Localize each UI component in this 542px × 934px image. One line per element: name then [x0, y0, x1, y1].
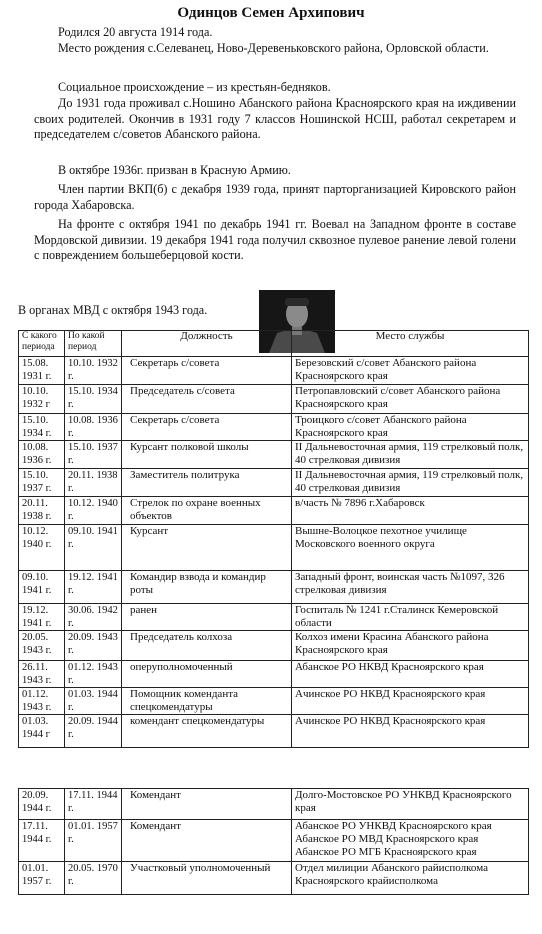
birthplace-paragraph: Место рождения с.Селеванец, Ново-Деревеньковского района, Орловской области.	[58, 41, 489, 55]
cell-from-date: 15.08. 1931 г.	[19, 357, 65, 385]
cell-position: Курсант	[122, 525, 292, 571]
cell-to-date: 01.12. 1943 г.	[65, 661, 122, 688]
cell-to-date: 15.10. 1937 г.	[65, 441, 122, 469]
cell-position: Помощник коменданта спецкомендатуры	[122, 688, 292, 715]
cell-from-date: 10.10. 1932 г	[19, 385, 65, 414]
cell-place: Петропавловский с/совет Абанского района Красноярского края	[292, 385, 529, 414]
front-service-paragraph: На фронте с октября 1941 по декабрь 1941 гг. Воевал на Западном фронте в составе Мордовской дивизии. 19 декабря 1941 года получил сквозное пулевое ранение левой голени с повреждением большеберцовой кости.	[34, 217, 516, 262]
cell-place: Колхоз имени Красина Абанского района Красноярского края	[292, 631, 529, 661]
cell-place: II Дальневосточная армия, 119 стрелковый полк, 40 стрелковая дивизия	[292, 441, 529, 469]
cell-from-date: 10.08. 1936 г.	[19, 441, 65, 469]
cell-place: Долго-Мостовское РО УНКВД Красноярского края	[292, 789, 529, 820]
cell-place: Березовский с/совет Абанского района Красноярского края	[292, 357, 529, 385]
cell-from-date: 15.10. 1937 г.	[19, 469, 65, 497]
cell-to-date: 01.03. 1944 г.	[65, 688, 122, 715]
cell-to-date: 09.10. 1941 г.	[65, 525, 122, 571]
cell-from-date: 01.03. 1944 г	[19, 715, 65, 748]
cell-position: оперуполномоченный	[122, 661, 292, 688]
cell-place: Госпиталь № 1241 г.Сталинск Кемеровской области	[292, 604, 529, 631]
header-place-of-service: Место службы	[292, 331, 529, 357]
cell-position: Командир взвода и командир роты	[122, 571, 292, 604]
cell-from-date: 01.12. 1943 г.	[19, 688, 65, 715]
cell-place: Западный фронт, воинская часть №1097, 326 стрелковая дивизия	[292, 571, 529, 604]
cell-to-date: 30.06. 1942 г.	[65, 604, 122, 631]
table-row	[19, 525, 529, 571]
party-membership-paragraph: Член партии ВКП(б) с декабря 1939 года, принят парторганизацией Кировского район города Хабаровска.	[34, 182, 516, 212]
cell-position: Участковый уполномоченный	[122, 862, 292, 895]
cell-position: комендант спецкомендатуры	[122, 715, 292, 748]
cell-position: Секретарь с/совета	[122, 357, 292, 385]
cell-from-date: 01.01. 1957 г.	[19, 862, 65, 895]
cell-to-date: 15.10. 1934 г.	[65, 385, 122, 414]
cell-place: Отдел милиции Абанского райисполкома Красноярского крайисполкома	[292, 862, 529, 895]
table-row	[19, 820, 529, 862]
cell-to-date: 01.01. 1957 г.	[65, 820, 122, 862]
service-record-table-continued	[18, 788, 529, 895]
cell-from-date: 17.11. 1944 г.	[19, 820, 65, 862]
cell-to-date: 10.08. 1936 г.	[65, 414, 122, 441]
cell-to-date: 10.10. 1932 г.	[65, 357, 122, 385]
birth-date-paragraph: Родился 20 августа 1914 года.	[58, 25, 213, 39]
table-row	[19, 571, 529, 604]
table-row	[19, 661, 529, 688]
cell-to-date: 19.12. 1941 г.	[65, 571, 122, 604]
cell-to-date: 20.09. 1944 г.	[65, 715, 122, 748]
cell-position: Секретарь с/совета	[122, 414, 292, 441]
table-row	[19, 604, 529, 631]
mvd-service-heading: В органах МВД с октября 1943 года.	[18, 303, 208, 317]
cell-position: Стрелок по охране военных объектов	[122, 497, 292, 525]
social-origin-paragraph: Социальное происхождение – из крестьян-бедняков.	[58, 80, 331, 94]
service-record-table	[18, 330, 529, 748]
army-conscription-paragraph: В октябре 1936г. призван в Красную Армию.	[58, 163, 291, 177]
table-row	[19, 497, 529, 525]
person-name-title: Одинцов Семен Архипович	[177, 5, 365, 21]
table-row	[19, 441, 529, 469]
cell-position: Комендант	[122, 820, 292, 862]
table-row	[19, 688, 529, 715]
cell-position: Председатель колхоза	[122, 631, 292, 661]
cell-to-date: 20.09. 1943 г.	[65, 631, 122, 661]
cell-place: в/часть № 7896 г.Хабаровск	[292, 497, 529, 525]
cell-from-date: 26.11. 1943 г.	[19, 661, 65, 688]
cell-position: Курсант полковой школы	[122, 441, 292, 469]
table-row	[19, 631, 529, 661]
table-row	[19, 385, 529, 414]
cell-position: Заместитель политрука	[122, 469, 292, 497]
cell-from-date: 09.10. 1941 г.	[19, 571, 65, 604]
cell-place: Ачинское РО НКВД Красноярского края	[292, 688, 529, 715]
cell-to-date: 20.11. 1938 г.	[65, 469, 122, 497]
early-life-paragraph: До 1931 года проживал с.Ношино Абанского района Красноярского края на иждивении своих родителей. Окончив в 1931 году 7 классов Ношинской НСШ, работал секретарем и председателем с/советов Абанского района.	[34, 96, 516, 141]
table-row	[19, 715, 529, 748]
cell-from-date: 19.12. 1941 г.	[19, 604, 65, 631]
header-position: Должность	[122, 331, 292, 357]
cell-position: ранен	[122, 604, 292, 631]
cell-from-date: 20.11. 1938 г.	[19, 497, 65, 525]
table-row	[19, 469, 529, 497]
table-row	[19, 357, 529, 385]
table-row	[19, 789, 529, 820]
cell-place: Троицкого с/совет Абанского района Красноярского края	[292, 414, 529, 441]
cell-place: Ачинское РО НКВД Красноярского края	[292, 715, 529, 748]
table-row	[19, 862, 529, 895]
cell-from-date: 10.12. 1940 г.	[19, 525, 65, 571]
cell-position: Комендант	[122, 789, 292, 820]
cell-place: II Дальневосточная армия, 119 стрелковый полк, 40 стрелковая дивизия	[292, 469, 529, 497]
cell-from-date: 20.09. 1944 г.	[19, 789, 65, 820]
cell-from-date: 20.05. 1943 г.	[19, 631, 65, 661]
cell-to-date: 10.12. 1940 г.	[65, 497, 122, 525]
cell-position: Председатель с/совета	[122, 385, 292, 414]
table-row	[19, 414, 529, 441]
cell-place: Абанское РО НКВД Красноярского края	[292, 661, 529, 688]
cell-place: Вышне-Волоцкое пехотное училище Московского военного округа	[292, 525, 529, 571]
header-to-period: По какой период	[65, 331, 122, 357]
cell-from-date: 15.10. 1934 г.	[19, 414, 65, 441]
cell-to-date: 20.05. 1970 г.	[65, 862, 122, 895]
cell-place: Абанское РО УНКВД Красноярского края Абанское РО МВД Красноярского края Абанское РО МГБ Красноярского края	[292, 820, 529, 862]
header-from-period: С какого периода	[19, 331, 65, 357]
cell-to-date: 17.11. 1944 г.	[65, 789, 122, 820]
